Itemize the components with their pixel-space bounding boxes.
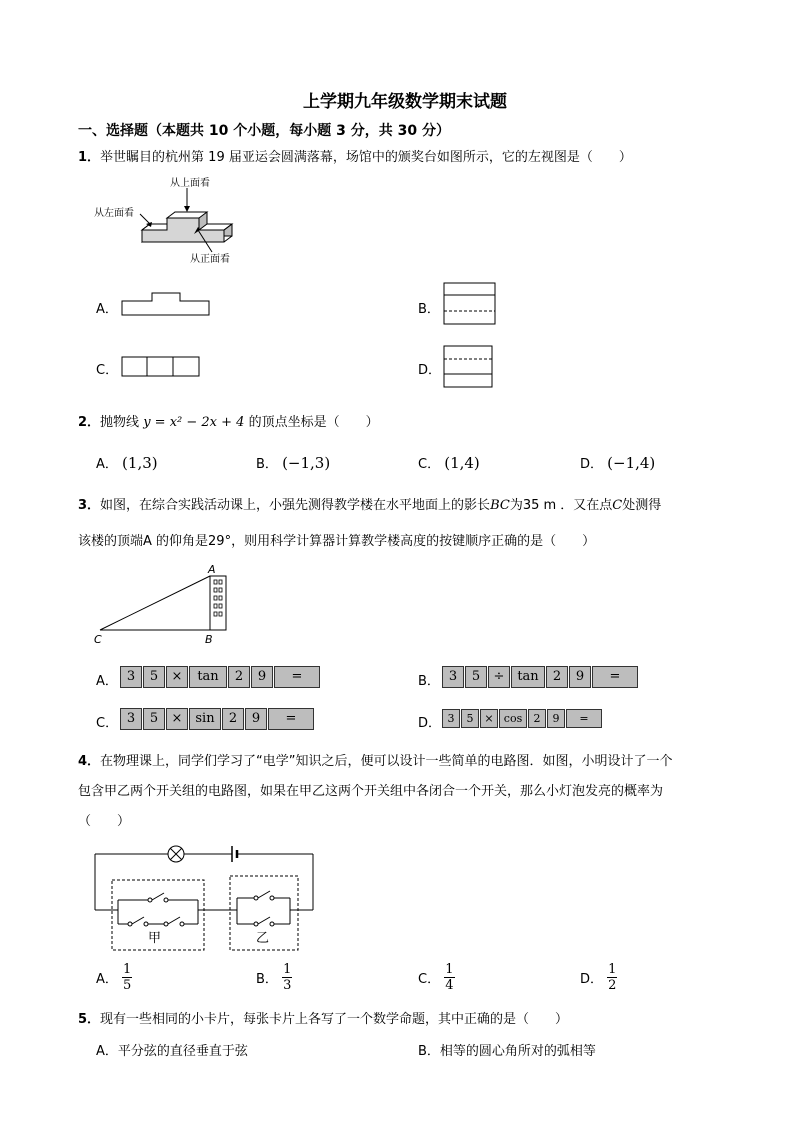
question-5-text: 5．现有一些相同的小卡片，每张卡片上各写了一个数学命题，其中正确的是（ ） (78, 1012, 569, 1027)
q2-option-c[interactable]: C． (1,4) (418, 454, 480, 472)
q2-option-d[interactable]: D． (−1,4) (580, 454, 656, 472)
q3-option-c[interactable]: C． 3 5 × sin 2 9 = (96, 712, 118, 731)
key: 3 (120, 666, 142, 688)
arrow-left (140, 214, 150, 224)
label-front-view: 从正面看 (190, 254, 230, 265)
point-b-label: B (205, 633, 213, 646)
question-1-text (78, 146, 632, 165)
q4-option-d[interactable]: D． $\frac{1}{2}$ (580, 962, 617, 993)
label-yi: 乙 (256, 931, 270, 946)
question-number: 1． (78, 150, 101, 165)
q1-option-a-label[interactable]: A． (96, 302, 118, 317)
q1-option-b-figure (442, 281, 498, 327)
question-3-line-1: 3．如图，在综合实践活动课上，小强先测得教学楼在水平地面上的影长BC为35 m ．又在点C处测得 (78, 498, 662, 513)
circuit-figure (90, 840, 320, 955)
section-heading: 一、选择题（本题共 10 个小题，每小题 3 分，共 30 分） (78, 123, 450, 139)
question-4-line-2: 包含甲乙两个开关组的电路图，如果在甲乙这两个开关组中各闭合一个开关，那么小灯泡发亮的概率为 (78, 784, 664, 799)
q1-option-d-figure (442, 344, 498, 390)
question-stem: 举世瞩目的杭州第 19 届亚运会圆满落幕，场馆中的颁奖台如图所示，它的左视图是（ ） (100, 150, 632, 165)
label-left-view: 从左面看 (94, 208, 134, 219)
q3-option-a[interactable]: A． 3 5 × tan 2 9 = (96, 670, 118, 689)
q1-option-c-label[interactable]: C． (96, 363, 119, 378)
question-2-text (78, 411, 379, 430)
q2-option-a-value: (1,3) (122, 454, 158, 472)
q1-option-c-figure (120, 355, 202, 379)
q5-option-b[interactable]: B．相等的圆心角所对的弧相等 (418, 1044, 596, 1059)
question-4-line-1: 4．在物理课上，同学们学习了“电学”知识之后，便可以设计一些简单的电路图．如图，小明设计了一个 (78, 754, 673, 769)
parabola-formula: y = x² − 2x + 4 (143, 415, 245, 430)
question-stem-pre: 抛物线 (100, 415, 140, 430)
q2-option-a[interactable]: A． (1,3) (96, 454, 158, 472)
question-number: 2． (78, 415, 101, 430)
podium-top-middle (167, 212, 207, 218)
page-title: 上学期九年级数学期末试题 (303, 92, 507, 112)
q2-option-c-value: (1,4) (444, 454, 480, 472)
q1-option-b-label[interactable]: B． (418, 302, 440, 317)
q2-option-b-value: (−1,3) (282, 454, 331, 472)
point-a-label: A (208, 563, 216, 576)
question-3-line-2: 该楼的顶端A 的仰角是29°，则用科学计算器计算教学楼高度的按键顺序正确的是（ ） (78, 534, 596, 549)
building-figure (90, 562, 240, 648)
q4-option-b[interactable]: B． $\frac{1}{3}$ (256, 962, 292, 993)
q1-option-d-label[interactable]: D． (418, 363, 442, 378)
sight-line (100, 576, 210, 630)
question-stem-post: 的顶点坐标是（ ） (248, 415, 379, 430)
q3-option-b[interactable]: B． 3 5 ÷ tan 2 9 = (418, 670, 440, 689)
podium-front-outline (142, 218, 224, 242)
point-c-label: C (94, 633, 102, 646)
question-4-line-3: （ ） (78, 814, 131, 829)
q5-option-a[interactable]: A．平分弦的直径垂直于弦 (96, 1044, 248, 1059)
building (210, 576, 226, 630)
label-jia: 甲 (148, 931, 162, 946)
q4-option-c[interactable]: C． $\frac{1}{4}$ (418, 962, 454, 993)
q3-option-d[interactable]: D． 3 5 × cos 2 9 = (418, 712, 441, 731)
q2-option-d-value: (−1,4) (607, 454, 656, 472)
label-top-view: 从上面看 (170, 178, 210, 189)
q1-option-a-figure (120, 291, 212, 317)
q4-option-a[interactable]: A． $\frac{1}{5}$ (96, 962, 132, 993)
podium-figure (90, 172, 260, 270)
q2-option-b[interactable]: B． (−1,3) (256, 454, 331, 472)
